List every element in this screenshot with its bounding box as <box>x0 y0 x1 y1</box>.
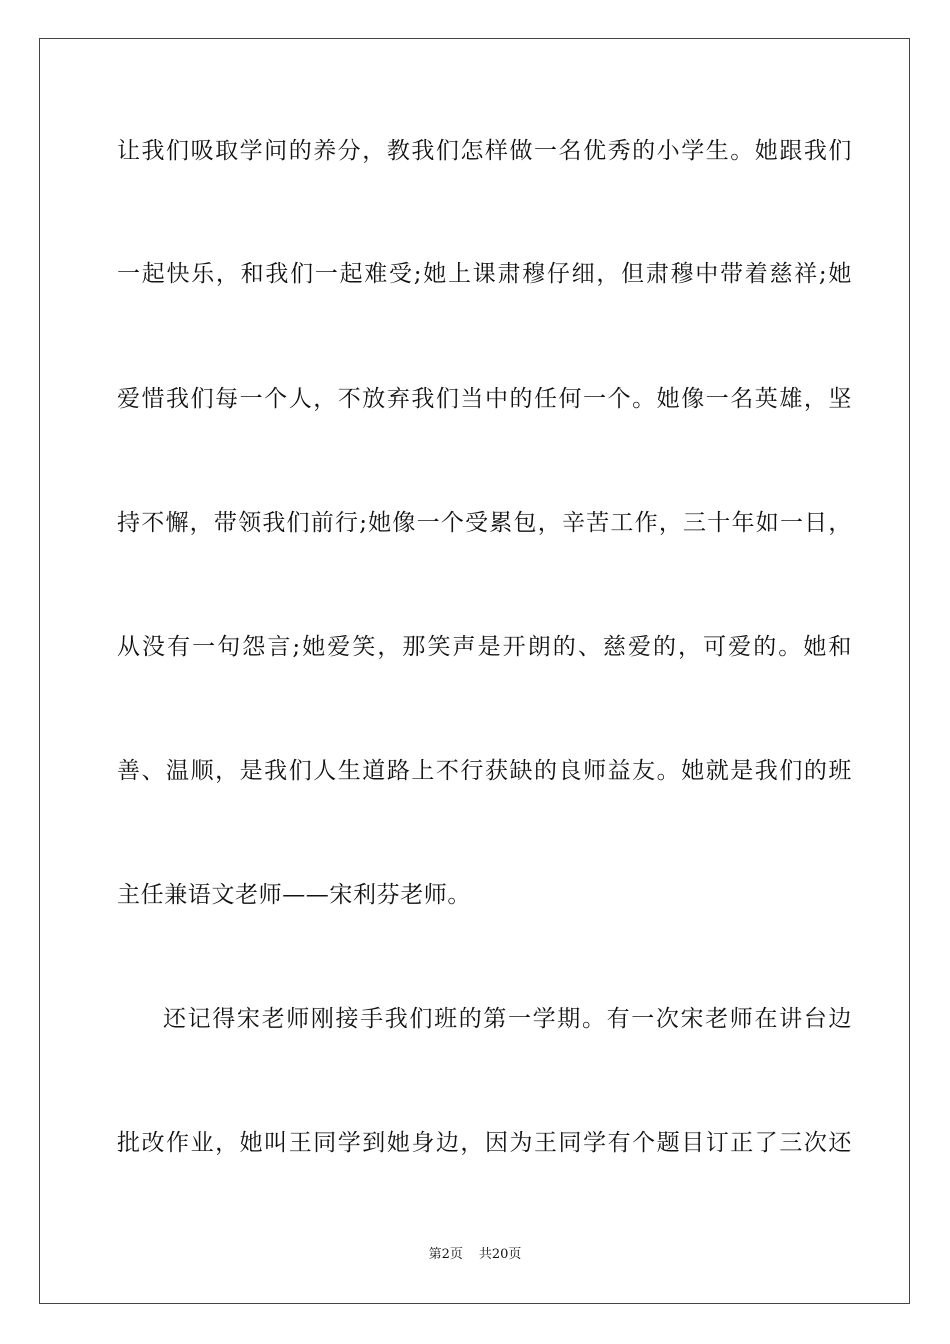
text-line: 批改作业，她叫王同学到她身边，因为王同学有个题目订正了三次还 <box>117 1130 852 1156</box>
paragraph-first-line: 还记得宋老师刚接手我们班的第一学期。有一次宋老师在讲台边 <box>163 1006 852 1032</box>
text-line: 爱惜我们每一个人，不放弃我们当中的任何一个。她像一名英雄，坚 <box>117 386 852 412</box>
page-number: 第2页 <box>428 1247 463 1262</box>
text-line: 持不懈，带领我们前行;她像一个受累包，辛苦工作，三十年如一日， <box>117 510 852 536</box>
text-line: 善、温顺，是我们人生道路上不行获缺的良师益友。她就是我们的班 <box>117 758 852 784</box>
page-total: 共20页 <box>478 1247 522 1262</box>
text-line: 让我们吸取学问的养分，教我们怎样做一名优秀的小学生。她跟我们 <box>117 138 852 164</box>
text-line: 从没有一句怨言;她爱笑，那笑声是开朗的、慈爱的，可爱的。她和 <box>117 634 852 660</box>
text-line: 主任兼语文老师——宋利芬老师。 <box>117 882 471 908</box>
page-footer <box>0 1247 950 1263</box>
page-border <box>39 38 910 1304</box>
text-line: 一起快乐，和我们一起难受;她上课肃穆仔细，但肃穆中带着慈祥;她 <box>117 261 852 287</box>
